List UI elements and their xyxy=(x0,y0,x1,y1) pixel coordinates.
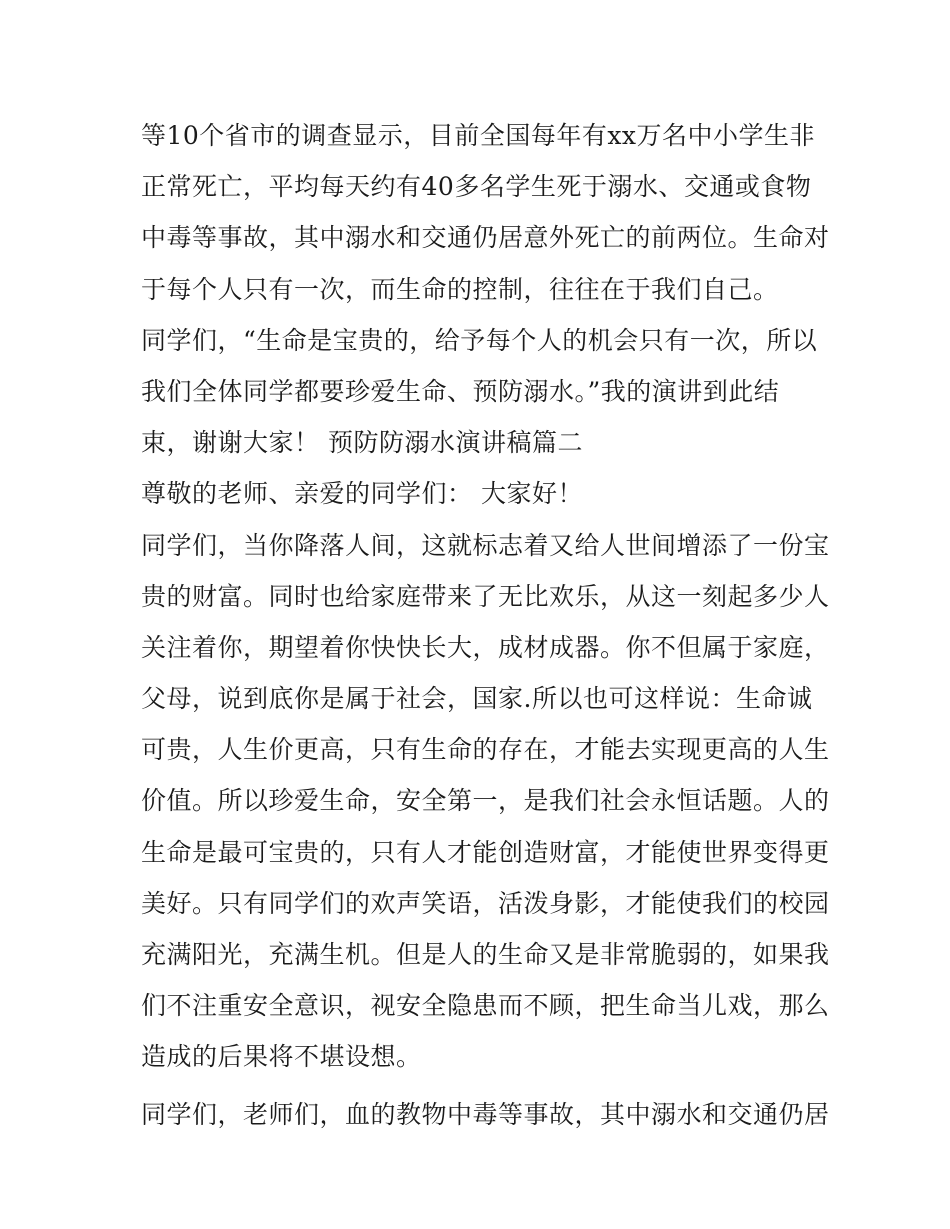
text-line: 同学们，当你降落人间，这就标志着又给人世间增添了一份宝 xyxy=(141,530,830,560)
text-line: 父母，说到底你是属于社会，国家.所以也可这样说：生命诚 xyxy=(141,684,813,714)
text-line: 价值。所以珍爱生命，安全第一，是我们社会永恒话题。人的 xyxy=(141,786,830,816)
text-line: 中毒等事故，其中溺水和交通仍居意外死亡的前两位。生命对 xyxy=(141,223,830,253)
document-body xyxy=(141,110,830,1140)
text-line: 们不注重安全意识，视安全隐患而不顾，把生命当儿戏，那么 xyxy=(141,991,830,1021)
text-line: 造成的后果将不堪设想。 xyxy=(141,1042,422,1072)
text-line: 可贵，人生价更高，只有生命的存在，才能去实现更高的人生 xyxy=(141,735,830,765)
text-line: 关注着你，期望着你快快长大，成材成器。你不但属于家庭， xyxy=(141,632,830,662)
text-line: 同学们，“生命是宝贵的，给予每个人的机会只有一次，所以 xyxy=(141,325,818,355)
text-line: 贵的财富。同时也给家庭带来了无比欢乐，从这一刻起多少人 xyxy=(141,581,830,611)
text-line: 我们全体同学都要珍爱生命、预防溺水。”我的演讲到此结 xyxy=(141,376,780,406)
text-line: 于每个人只有一次，而生命的控制，往往在于我们自己。 xyxy=(141,274,779,304)
text-line: 生命是最可宝贵的，只有人才能创造财富，才能使世界变得更 xyxy=(141,837,830,867)
text-line: 同学们，老师们，血的教物中毒等事故，其中溺水和交通仍居 xyxy=(141,1099,830,1129)
text-line: 尊敬的老师、亲爱的同学们： 大家好！ xyxy=(141,479,583,509)
text-line: 美好。只有同学们的欢声笑语，活泼身影，才能使我们的校园 xyxy=(141,888,830,918)
text-line: 束，谢谢大家！ 预防防溺水演讲稿篇二 xyxy=(141,428,583,458)
text-line: 等10个省市的调查显示，目前全国每年有xx万名中小学生非 xyxy=(141,121,816,150)
text-line: 正常死亡，平均每天约有40多名学生死于溺水、交通或食物 xyxy=(141,172,812,202)
text-line: 充满阳光，充满生机。但是人的生命又是非常脆弱的，如果我 xyxy=(141,940,830,969)
